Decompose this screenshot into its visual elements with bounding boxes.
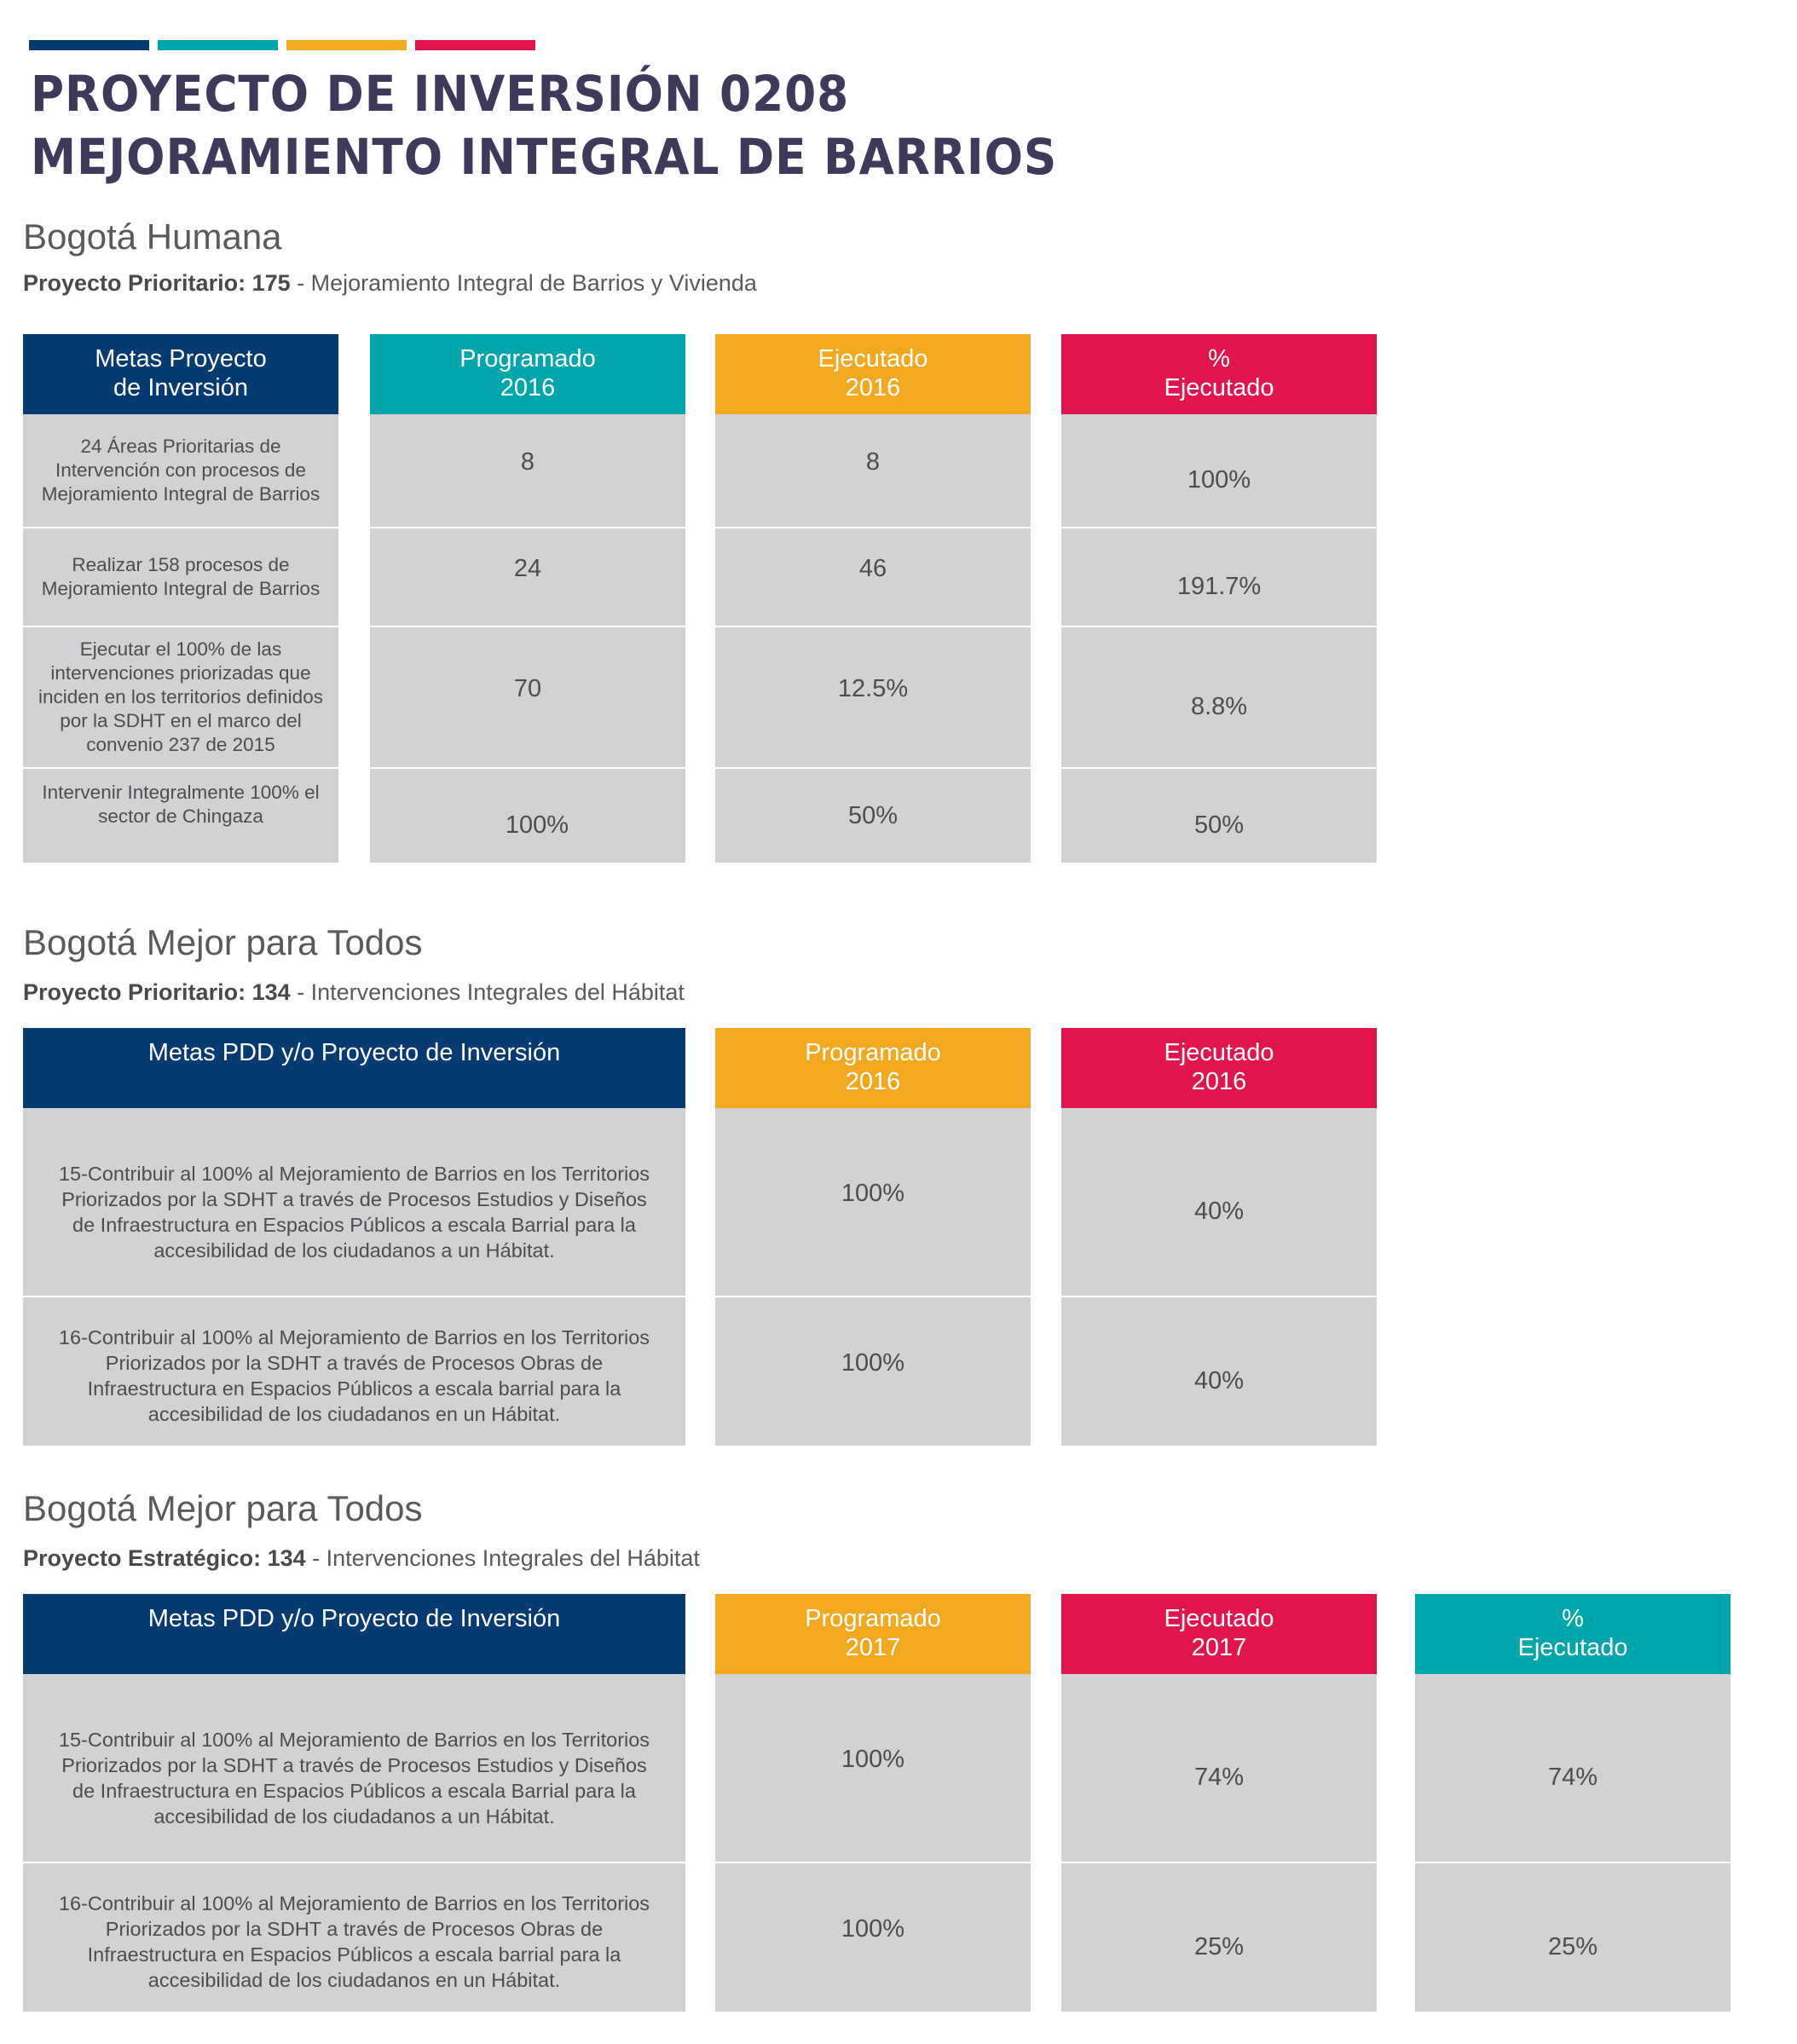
section3-col-programado — [715, 1594, 1031, 2012]
section3-header-ejecutado — [1061, 1594, 1377, 1674]
color-bar-teal — [158, 40, 278, 50]
table-cell-pct: 8.8% — [1061, 627, 1377, 767]
header-line: Programado — [805, 1039, 941, 1066]
header-line: Ejecutado — [1517, 1634, 1628, 1661]
section2-subtitle-bold: Proyecto Prioritario: 134 — [23, 979, 291, 1005]
section1-header-ejecutado — [715, 334, 1031, 414]
section1-col-ejecutado — [715, 334, 1031, 863]
header-line: 2017 — [845, 1634, 901, 1661]
section2-header-metas — [23, 1028, 685, 1108]
section2-col-metas — [23, 1028, 685, 1446]
header-line: Metas PDD y/o Proyecto de Inversión — [147, 1039, 561, 1066]
table-cell-meta: 24 Áreas Prioritarias de Intervención con procesos de Mejoramiento Integral de Barrios — [23, 414, 338, 527]
table-cell-ejecutado: 40% — [1061, 1297, 1377, 1446]
table-cell-programado: 100% — [370, 769, 685, 863]
table-cell-pct: 191.7% — [1061, 528, 1377, 626]
header-line: 2016 — [1191, 1068, 1247, 1095]
table-cell-programado: 100% — [715, 1108, 1031, 1296]
section2-title: Bogotá Mejor para Todos — [23, 922, 423, 962]
table-cell-ejecutado: 25% — [1061, 1863, 1377, 2012]
section1-col-pct — [1061, 334, 1377, 863]
table-cell-meta: Ejecutar el 100% de las intervenciones priorizadas que inciden en los territorios definidos por la SDHT en el marco del convenio 237 de 2015 — [23, 627, 338, 767]
color-bar-navy — [29, 40, 149, 50]
header-line: 2016 — [845, 374, 901, 401]
section3-header-pct — [1415, 1594, 1731, 1674]
table-cell-meta: Intervenir Integralmente 100% el sector de Chingaza — [23, 769, 338, 863]
page-title-line-1: PROYECTO DE INVERSIÓN 0208 — [31, 65, 850, 123]
section2-subtitle-rest: - Intervenciones Integrales del Hábitat — [290, 979, 685, 1005]
section1-col-metas — [23, 334, 338, 863]
section1-header-metas — [23, 334, 338, 414]
color-bar-red — [415, 40, 535, 50]
section3-subtitle-rest: - Intervenciones Integrales del Hábitat — [305, 1545, 700, 1571]
header-line: Ejecutado — [1164, 1039, 1274, 1066]
section2-header-ejecutado — [1061, 1028, 1377, 1108]
table-cell-meta: Realizar 158 procesos de Mejoramiento Integral de Barrios — [23, 528, 338, 626]
table-cell-ejecutado: 46 — [715, 528, 1031, 626]
table-cell-pct: 25% — [1415, 1863, 1731, 2012]
section3-subtitle — [23, 1545, 700, 1572]
section1-header-pct — [1061, 334, 1377, 414]
header-line: 2016 — [500, 374, 556, 401]
table-cell-ejecutado: 40% — [1061, 1108, 1377, 1296]
header-line: Programado — [459, 345, 596, 372]
section3-col-ejecutado — [1061, 1594, 1377, 2012]
table-cell-programado: 100% — [715, 1297, 1031, 1446]
section1-col-programado — [370, 334, 685, 863]
header-line: % — [1562, 1605, 1584, 1632]
table-cell-ejecutado: 12.5% — [715, 627, 1031, 767]
table-cell-ejecutado: 74% — [1061, 1674, 1377, 1862]
table-cell-pct: 74% — [1415, 1674, 1731, 1862]
table-cell-meta: 15-Contribuir al 100% al Mejoramiento de Barrios en los Territorios Priorizados por la SDHT a través de Procesos Estudios y Diseños de Infraestructura en Espacios Públicos a escala Barrial para la accesibilidad de los ciudadanos a un Hábitat. — [23, 1108, 685, 1296]
table-cell-programado: 100% — [715, 1863, 1031, 2012]
section3-header-metas — [23, 1594, 685, 1674]
header-line: % — [1208, 345, 1230, 372]
table-cell-programado: 24 — [370, 528, 685, 626]
section3-subtitle-bold: Proyecto Estratégico: 134 — [23, 1545, 306, 1571]
section3-col-pct — [1415, 1594, 1731, 2012]
table-cell-meta: 15-Contribuir al 100% al Mejoramiento de Barrios en los Territorios Priorizados por la SDHT a través de Procesos Estudios y Diseños de Infraestructura en Espacios Públicos a escala Barrial para la accesibilidad de los ciudadanos a un Hábitat. — [23, 1674, 685, 1862]
page-title-line-2: MEJORAMIENTO INTEGRAL DE BARRIOS — [31, 128, 1058, 186]
color-bar-orange — [286, 40, 407, 50]
table-cell-pct: 50% — [1061, 769, 1377, 863]
section3-col-metas — [23, 1594, 685, 2012]
table-cell-meta: 16-Contribuir al 100% al Mejoramiento de Barrios en los Territorios Priorizados por la SDHT a través de Procesos Obras de Infraestructura en Espacios Públicos a escala barrial para la accesibilidad de los ciudadanos en un Hábitat. — [23, 1863, 685, 2012]
section2-col-ejecutado — [1061, 1028, 1377, 1446]
section1-subtitle — [23, 270, 757, 297]
section1-title: Bogotá Humana — [23, 217, 282, 257]
table-cell-meta: 16-Contribuir al 100% al Mejoramiento de Barrios en los Territorios Priorizados por la SDHT a través de Procesos Obras de Infraestructura en Espacios Públicos a escala barrial para la accesibilidad de los ciudadanos en un Hábitat. — [23, 1297, 685, 1446]
section3-title: Bogotá Mejor para Todos — [23, 1488, 423, 1528]
section1-header-programado — [370, 334, 685, 414]
table-cell-programado: 8 — [370, 414, 685, 527]
table-cell-ejecutado: 8 — [715, 414, 1031, 527]
header-line: 2017 — [1191, 1634, 1247, 1661]
table-cell-pct: 100% — [1061, 414, 1377, 527]
table-cell-programado: 100% — [715, 1674, 1031, 1862]
table-cell-programado: 70 — [370, 627, 685, 767]
header-line: 2016 — [845, 1068, 901, 1095]
section2-header-programado — [715, 1028, 1031, 1108]
header-line: Metas Proyecto — [95, 345, 267, 372]
section1-subtitle-rest: - Mejoramiento Integral de Barrios y Vivienda — [290, 270, 757, 296]
header-line: Metas PDD y/o Proyecto de Inversión — [147, 1605, 561, 1632]
header-line: Ejecutado — [1164, 374, 1274, 401]
section2-col-programado — [715, 1028, 1031, 1446]
section2-subtitle — [23, 979, 685, 1006]
header-line: de Inversión — [113, 374, 248, 401]
section1-subtitle-bold: Proyecto Prioritario: 175 — [23, 270, 291, 296]
header-line: Ejecutado — [1164, 1605, 1274, 1632]
table-cell-ejecutado: 50% — [715, 769, 1031, 863]
section3-header-programado — [715, 1594, 1031, 1674]
header-line: Programado — [805, 1605, 941, 1632]
header-line: Ejecutado — [818, 345, 928, 372]
